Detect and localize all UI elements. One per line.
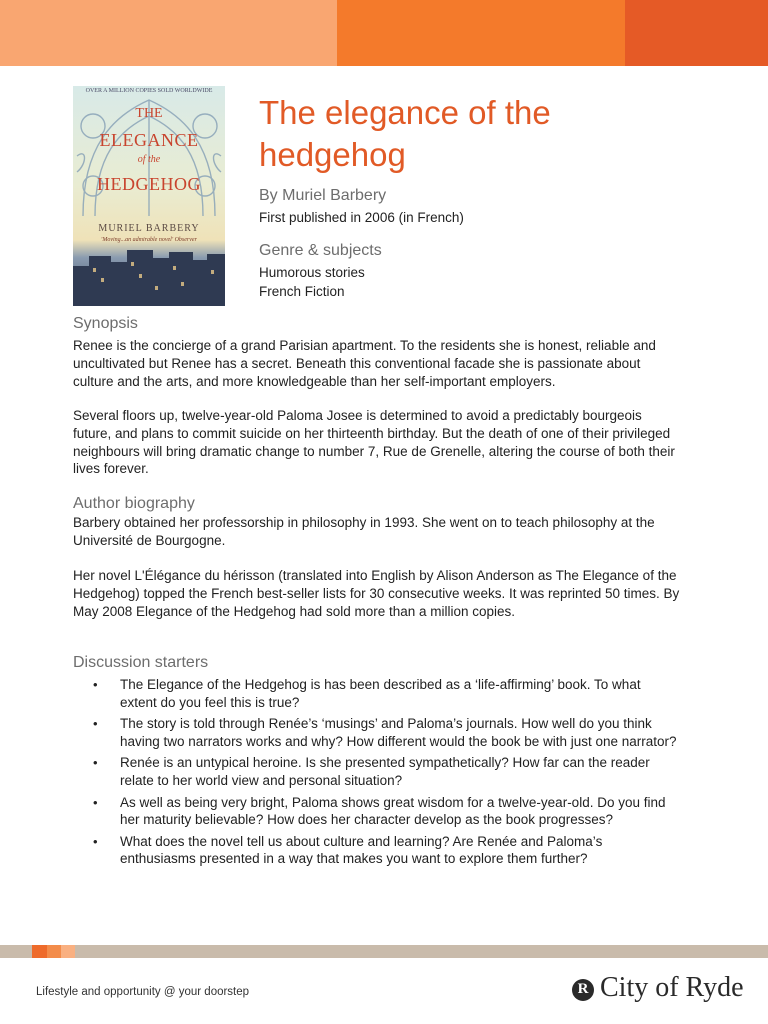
list-item <box>91 676 681 711</box>
discussion-item-text: Renée is an untypical heroine. Is she presented sympathetically? How far can the reader relate to her world view and personal situation? <box>120 755 650 788</box>
discussion-heading: Discussion starters <box>73 654 209 671</box>
biography-paragraph-1: Barbery obtained her professorship in philosophy in 1993. She went on to teach philosophy at the Université de Bourgogne. <box>73 515 655 548</box>
book-title: The elegance of the hedgehog <box>259 94 551 173</box>
logo-text: City of Ryde <box>600 972 744 1003</box>
synopsis-paragraph-2: Several floors up, twelve-year-old Paloma Josee is determined to avoid a predictably bourgeois future, and plans to commit suicide on her thirteenth birthday. But the death of one of their privileged neighbours will bring dramatic change to number 7, Rue de Grenelle, altering the course of both their lives forever. <box>73 408 675 477</box>
book-published-date: First published in 2006 (in French) <box>259 210 464 225</box>
header-bar-segment-dark <box>625 0 768 66</box>
bullet-icon: • <box>93 716 98 732</box>
synopsis-paragraph-1: Renee is the concierge of a grand Parisian apartment. To the residents she is honest, reliable and uncultivated but Renee has a secret. Beneath this conventional facade she is passionate about culture and the arts, and more knowledgeable than her self-important employers. <box>73 338 656 389</box>
genre-item: Humorous stories <box>259 265 365 280</box>
discussion-item-text: The story is told through Renée’s ‘musings’ and Paloma’s journals. How well do you think having two narrators works and why? How different would the book be with just one narrator? <box>120 716 677 749</box>
cover-title-the: THE <box>135 106 163 121</box>
list-item <box>91 715 681 750</box>
footer-accent-square <box>32 945 47 958</box>
cover-title-of-the: of the <box>137 154 161 165</box>
synopsis-heading: Synopsis <box>73 315 138 332</box>
genre-list <box>259 264 365 301</box>
genre-item: French Fiction <box>259 283 345 299</box>
bullet-icon: • <box>93 677 98 692</box>
footer-tagline: Lifestyle and opportunity @ your doorstep <box>36 986 250 998</box>
bullet-icon: • <box>93 833 98 849</box>
footer-accent-square <box>61 945 75 958</box>
list-item <box>91 794 681 829</box>
biography-heading: Author biography <box>73 495 195 512</box>
header-color-bar <box>0 0 768 66</box>
header-bar-segment-light <box>0 0 337 66</box>
cover-author: MURIEL BARBERY <box>98 223 200 234</box>
cover-banner-text: OVER A MILLION COPIES SOLD WORLDWIDE <box>85 88 213 94</box>
discussion-item-text: What does the novel tell us about culture and learning? Are Renée and Paloma’s enthusiasms presented in a way that makes you want to explore them further? <box>120 833 603 867</box>
list-item <box>91 754 681 789</box>
book-cover-image <box>73 86 225 306</box>
discussion-item-text: As well as being very bright, Paloma shows great wisdom for a twelve-year-old. Do you find her maturity believable? How does her character develop as the book progresses? <box>120 794 666 828</box>
cover-title-hedgehog: HEDGEHOG <box>97 174 201 194</box>
cover-title-elegance: ELEGANCE <box>99 130 199 150</box>
footer-divider <box>0 945 768 958</box>
header-bar-segment-mid <box>337 0 625 66</box>
genre-heading: Genre & subjects <box>259 242 382 259</box>
list-item <box>91 833 681 868</box>
bullet-icon: • <box>93 755 98 771</box>
ryde-logo-icon: R <box>572 979 594 1001</box>
biography-paragraph-2: Her novel L'Élégance du hérisson (translated into English by Alison Anderson as The Elegance of the Hedgehog) topped the French best-seller lists for 30 consecutive weeks. It was reprinted 50 times. By May 2008 Elegance of the Hedgehog had sold more than a million copies. <box>73 568 680 619</box>
footer-accent-square <box>47 945 61 958</box>
cover-quote: 'Moving...an admirable novel' Observer <box>101 237 197 243</box>
book-author-line: By Muriel Barbery <box>259 187 387 204</box>
bullet-icon: • <box>93 794 98 810</box>
discussion-list <box>91 676 681 872</box>
discussion-item-text: The Elegance of the Hedgehog is has been described as a ‘life-affirming’ book. To what extent do you feel this is true? <box>120 677 641 710</box>
